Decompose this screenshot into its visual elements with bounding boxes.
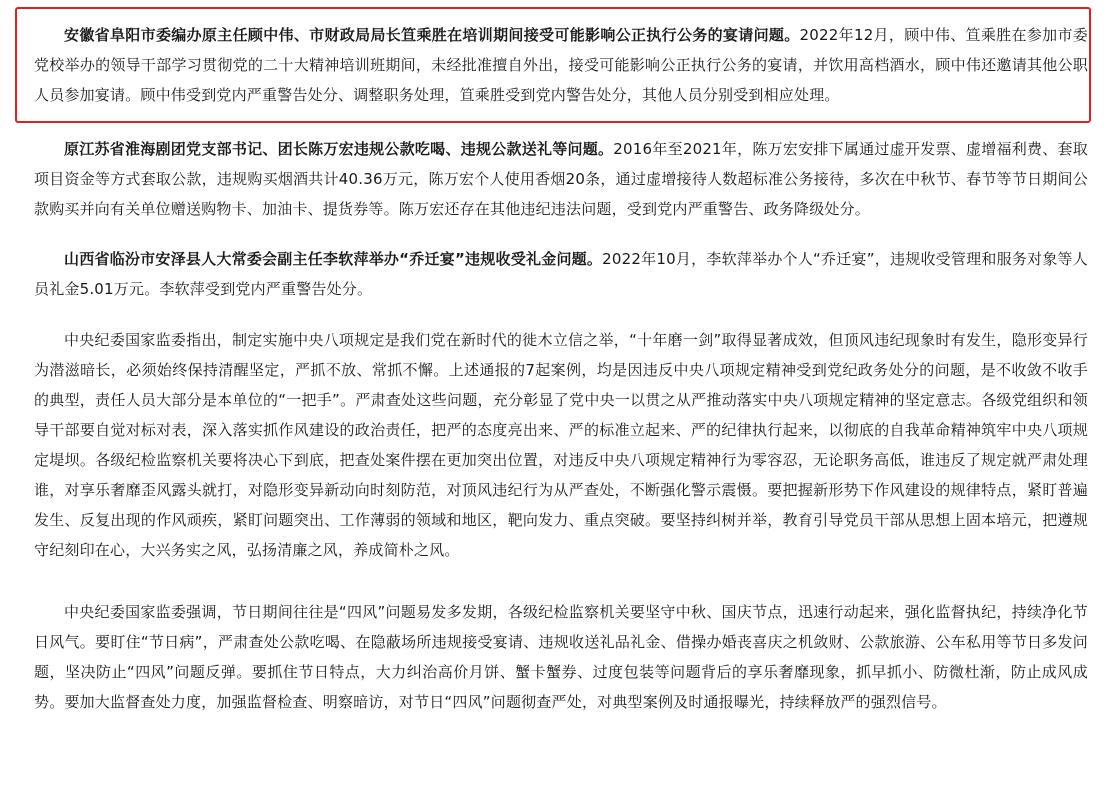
paragraph-case-huaihai <box>0 134 1108 224</box>
paragraph-commission-emphasizes <box>0 597 1108 717</box>
paragraph-case-anze <box>0 244 1108 304</box>
case-body-huaihai: 2016年至2021年，陈万宏安排下属通过虚开发票、虚增福利费、套取项目资金等方式套取公款，违规购买烟酒共计40.36万元，陈万宏个人使用香烟20条，通过虚增接待人数超标准公务接待，多次在中秋节、春节等节日期间公款购买并向有关单位赠送购物卡、加油卡、提货券等。陈万宏还存在其他违纪违法问题，受到党内严重警告、政务降级处分。 <box>34 140 1088 218</box>
case-heading-fuyang: 安徽省阜阳市委编办原主任顾中伟、市财政局局长笪乘胜在培训期间接受可能影响公正执行公务的宴请问题。 <box>64 26 800 44</box>
case-heading-huaihai: 原江苏省淮海剧团党支部书记、团长陈万宏违规公款吃喝、违规公款送礼等问题。 <box>64 140 614 158</box>
case-body-anze: 2022年10月，李软萍举办个人“乔迁宴”，违规收受管理和服务对象等人员礼金5.01万元。李软萍受到党内严重警告处分。 <box>34 250 1088 298</box>
commission-emphasizes-text: 中央纪委国家监委强调，节日期间往往是“四风”问题易发多发期，各级纪检监察机关要坚守中秋、国庆节点，迅速行动起来，强化监督执纪，持续净化节日风气。要盯住“节日病”，严肃查处公款吃喝、在隐蔽场所违规接受宴请、违规收送礼品礼金、借操办婚丧喜庆之机敛财、公款旅游、公车私用等节日多发问题，坚决防止“四风”问题反弹。要抓住节日特点，大力纠治高价月饼、蟹卡蟹券、过度包装等问题背后的享乐奢靡现象，抓早抓小、防微杜渐，防止成风成势。要加大监督查处力度，加强监督检查、明察暗访，对节日“四风”问题彻查严处，对典型案例及时通报曝光，持续释放严的强烈信号。 <box>34 603 1088 711</box>
case-heading-anze: 山西省临汾市安泽县人大常委会副主任李软萍举办“乔迁宴”违规收受礼金问题。 <box>64 250 603 268</box>
paragraph-commission-points-out <box>0 325 1108 565</box>
case-body-fuyang: 2022年12月，顾中伟、笪乘胜在参加市委党校举办的领导干部学习贯彻党的二十大精神培训班期间，未经批准擅自外出，接受可能影响公正执行公务的宴请，并饮用高档酒水，顾中伟还邀请其他公职人员参加宴请。顾中伟受到党内严重警告处分、调整职务处理，笪乘胜受到党内警告处分，其他人员分别受到相应处理。 <box>34 26 1088 104</box>
paragraph-case-fuyang <box>0 20 1108 110</box>
commission-points-out-text: 中央纪委国家监委指出，制定实施中央八项规定是我们党在新时代的徙木立信之举，“十年磨一剑”取得显著成效，但顶风违纪现象时有发生，隐形变异行为潜滋暗长，必须始终保持清醒坚定，严抓不放、常抓不懈。上述通报的7起案例，均是因违反中央八项规定精神受到党纪政务处分的问题，是不收敛不收手的典型，责任人员大部分是本单位的“一把手”。严肃查处这些问题，充分彰显了党中央一以贯之从严推动落实中央八项规定精神的坚定意志。各级党组织和领导干部要自觉对标对表，深入落实抓作风建设的政治责任，把严的态度亮出来、严的标准立起来、严的纪律执行起来，以彻底的自我革命精神筑牢中央八项规定堤坝。各级纪检监察机关要将决心下到底，把查处案件摆在更加突出位置，对违反中央八项规定精神行为零容忍，无论职务高低，谁违反了规定就严肃处理谁，对享乐奢靡歪风露头就打，对隐形变异新动向时刻防范，对顶风违纪行为从严查处，不断强化警示震慑。要把握新形势下作风建设的规律特点，紧盯普遍发生、反复出现的作风顽疾，紧盯问题突出、工作薄弱的领域和地区，靶向发力、重点突破。要坚持纠树并举，教育引导党员干部从思想上固本培元，把遵规守纪刻印在心，大兴务实之风，弘扬清廉之风，养成简朴之风。 <box>34 331 1088 559</box>
